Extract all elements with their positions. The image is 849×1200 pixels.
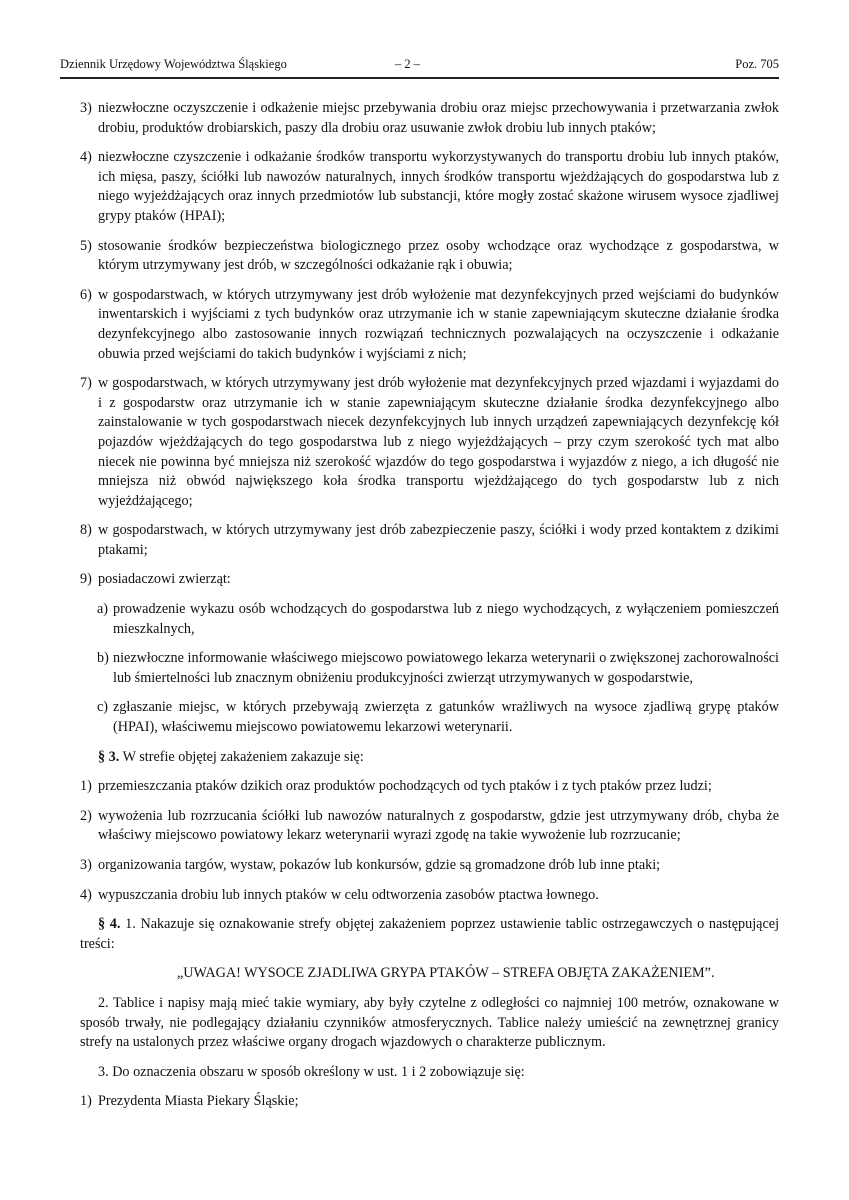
item-text: w gospodarstwach, w których utrzymywany jest drób wyłożenie mat dezynfekcyjnych przed wejściami do budynków inwentarskich i wyjściami z tych budynków oraz utrzymanie ich w stanie zapewniającym skuteczne działanie środka dezynfekcyjnego albo zastosowanie innych rozwiązań technicznych pozwalających na oczyszczenie i odkażanie obuwia przed wejściami do takich budynków i wyjściami z nich; (98, 286, 779, 362)
list-item (80, 570, 779, 590)
list-item (80, 777, 779, 797)
subitem-text: zgłaszanie miejsc, w których przebywają zwierzęta z gatunków wrażliwych na wysoce zjadliwą grypę ptaków (HPAI), właściwemu miejscowo powiatowemu lekarzowi weterynarii. (113, 699, 779, 736)
subitem-letter: b) (97, 650, 109, 667)
item-number: 5) (80, 237, 92, 254)
section-4-paragraph-3: 3. Do oznaczenia obszaru w sposób określony w ust. 1 i 2 zobowiązuje się: (98, 1063, 525, 1080)
item-text: niezwłoczne czyszczenie i odkażanie środków transportu wykorzystywanych do transportu drobiu lub innych ptaków, ich mięsa, paszy, ściółki lub nawozów naturalnych, innych środków transportu wjeżdżających do gospodarstwa lub z niego wyjeżdżających oraz innych przedmiotów lub substancji, które mogły zostać skażone wirusem wysoce zjadliwej grypy ptaków (HPAI); (98, 149, 779, 224)
item-number: 2) (80, 807, 92, 824)
list-item (80, 286, 779, 364)
subitem-text: prowadzenie wykazu osób wchodzących do gospodarstwa lub z niego wychodzących, z wyłączeniem pomieszczeń mieszkalnych, (113, 601, 779, 637)
item-text: w gospodarstwach, w których utrzymywany jest drób zabezpieczenie paszy, ściółki i wody przed kontaktem z dzikimi ptakami; (98, 522, 779, 558)
sub-list-item (97, 698, 779, 737)
document-body (80, 99, 779, 1122)
item-text: organizowania targów, wystaw, pokazów lub konkursów, gdzie są gromadzone drób lub inne ptaki; (98, 857, 661, 873)
journal-title: Dziennik Urzędowy Województwa Śląskiego (60, 57, 287, 71)
page-header (60, 56, 779, 79)
section-4-label: § 4. (98, 916, 121, 933)
section-3-heading (80, 748, 779, 768)
list-item (80, 521, 779, 560)
item-number: 1) (80, 778, 92, 795)
item-text: Prezydenta Miasta Piekary Śląskie; (98, 1093, 299, 1110)
item-number: 3) (80, 857, 92, 873)
item-text: przemieszczania ptaków dzikich oraz produktów pochodzących od tych ptaków i z tych ptaków przez ludzi; (98, 778, 712, 795)
list-item (80, 99, 779, 138)
warning-sign-text: „UWAGA! WYSOCE ZJADLIWA GRYPA PTAKÓW – STREFA OBJĘTA ZAKAŻENIEM”. (177, 965, 715, 982)
list-item (80, 807, 779, 846)
item-number: 4) (80, 886, 92, 903)
position-number: Poz. 705 (735, 57, 779, 71)
list-item (80, 148, 779, 226)
item-text: wywożenia lub rozrzucania ściółki lub nawozów naturalnych z gospodarstw, gdzie jest utrzymywany drób, chyba że właściwy miejscowo powiatowy lekarz weterynarii wyrazi zgodę na takie wywożenie lub rozrzucanie; (98, 807, 779, 844)
subitem-letter: a) (97, 601, 109, 618)
section-4-p1-text: 1. Nakazuje się oznakowanie strefy objętej zakażeniem poprzez ustawienie tablic ostrzegawczych o następującej treści: (80, 916, 780, 952)
subitem-text: niezwłoczne informowanie właściwego miejscowo powiatowego lekarza weterynarii o zwiększonej zachorowalności lub śmiertelności lub znacznym obniżeniu produkcyjności zwierząt utrzymywanych w gospodarstwie, (113, 650, 779, 686)
item-text: wypuszczania drobiu lub innych ptaków w celu odtworzenia zasobów ptactwa łownego. (98, 886, 599, 903)
list-item (80, 374, 779, 511)
item-number: 4) (80, 149, 92, 166)
item-number: 7) (80, 375, 92, 392)
list-item (80, 1092, 779, 1112)
item-number: 8) (80, 522, 92, 539)
item-text: stosowanie środków bezpieczeństwa biologicznego przez osoby wchodzące oraz wychodzące z gospodarstwa, w którym utrzymywany jest drób, w szczególności odkażanie rąk i obuwia; (98, 237, 779, 274)
section-4-paragraph-2: 2. Tablice i napisy mają mieć takie wymiary, aby były czytelne z odległości co najmniej 100 metrów, oznakowane w sposób trwały, nie podlegający działaniu czynników atmosferycznych. Tablice należy umieścić na zewnętrznej granicy strefy na ustalonych przez właściwe organy drogach wjazdowych o charakterze publicznym. (80, 994, 779, 1051)
list-item (80, 886, 779, 906)
subitem-letter: c) (97, 699, 109, 716)
section-3-label: § 3. (98, 748, 120, 765)
item-number: 6) (80, 286, 92, 303)
list-item (80, 237, 779, 276)
item-text: w gospodarstwach, w których utrzymywany jest drób wyłożenie mat dezynfekcyjnych przed wjazdami i wyjazdami do i z gospodarstw oraz utrzymanie ich w stanie zapewniającym skuteczne działanie środka dezynfekcyjnego albo zainstalowanie w tych gospodarstwach niecek dezynfekcyjnych lub innych urządzeń zapewniających dezynfekcję kół pojazdów wjeżdżających do tego gospodarstwa lub z niego wyjeżdżających – przy czym szerokość tych mat albo niecek nie powinna być mniejsza niż szerokość wjazdów do tego gospodarstwa i wyjazdów z niego, a ich długość nie mniejsza niż obwód największego koła środka transportu wjeżdżającego do tych gospodarstw lub z nich wyjeżdżającego; (98, 375, 779, 509)
item-text: posiadaczowi zwierząt: (98, 571, 231, 588)
item-number: 1) (80, 1093, 92, 1110)
item-text: niezwłoczne oczyszczenie i odkażenie miejsc przebywania drobiu oraz miejsc przechowywania i przetwarzania zwłok drobiu, produktów drobiarskich, paszy dla drobiu oraz usuwanie zwłok drobiu lub innych ptaków; (98, 100, 779, 136)
section-4-paragraph-1 (80, 915, 779, 954)
page-number: – 2 – (395, 57, 420, 71)
item-number: 9) (80, 571, 92, 588)
sub-list-item (97, 649, 779, 688)
item-number: 3) (80, 100, 92, 116)
section-3-intro: W strefie objętej zakażeniem zakazuje się: (119, 748, 364, 765)
sub-list-item (97, 600, 779, 639)
list-item (80, 856, 779, 876)
